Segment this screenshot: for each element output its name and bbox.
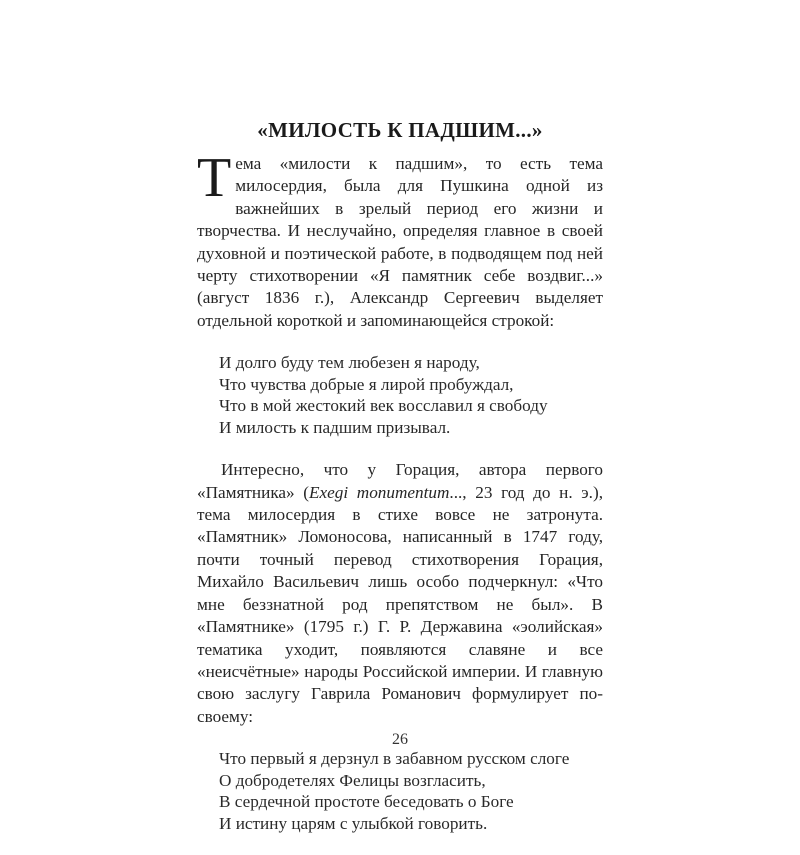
- verse-line: Что чувства добрые я лирой пробуждал,: [219, 374, 514, 394]
- paragraph-horace-text-b: ..., 23 год до н. э.), тема милосердия в стихе вовсе не затронута. «Памятник» Ломоносова, написанный в 1747 году, почти точный перевод стихотворения Горация, Михайло Васильевич лишь особо подчеркнул: «Что мне беззнатной род препятством не был». В «Памятнике» (1795 г.) Г. Р. Державина «эолийская» тематика уходит, появляются славяне и все «неисчётные» народы Российской империи. И главную свою заслугу Гаврила Романович формулирует по-своему:: [197, 482, 603, 726]
- chapter-title: «МИЛОСТЬ К ПАДШИМ...»: [257, 118, 543, 142]
- verse-line: И милость к падшим призывал.: [219, 417, 451, 437]
- verse-line: О добродетелях Фелицы возгласить,: [219, 770, 486, 790]
- verse-line: Что в мой жестокий век восславил я свободу: [219, 396, 548, 416]
- paragraph-horace: [197, 459, 603, 728]
- latin-title: Exegi monumentum: [309, 482, 450, 502]
- verse-line: И долго буду тем любезен я народу,: [219, 353, 480, 373]
- paragraph-intro: [197, 147, 603, 332]
- verse-line: И истину царям с улыбкой говорить.: [219, 813, 488, 833]
- drop-cap: Т: [197, 147, 232, 209]
- page-number: 26: [392, 731, 408, 748]
- verse-line: Что первый я дерзнул в забавном русском слоге: [219, 749, 570, 769]
- verse-derzhavin: [219, 748, 603, 834]
- paragraph-intro-text: ема «милости к падшим», то есть тема милосердия, была для Пушкина одной из важнейших в зрелый период его жизни и творчества. И неслучайно, определяя главное в своей духовной и поэтической работе, в подводящем под ней черту стихотворении «Я памятник себе воздвиг...» (август 1836 г.), Александр Сергеевич выделяет отдельной короткой и запоминающейся строкой:: [197, 154, 603, 330]
- paragraph-horace-text-a: Интересно, что у Горация, автора первого «Памятника» (: [197, 460, 603, 502]
- verse-line: В сердечной простоте беседовать о Боге: [219, 792, 514, 812]
- verse-pushkin: [219, 352, 603, 438]
